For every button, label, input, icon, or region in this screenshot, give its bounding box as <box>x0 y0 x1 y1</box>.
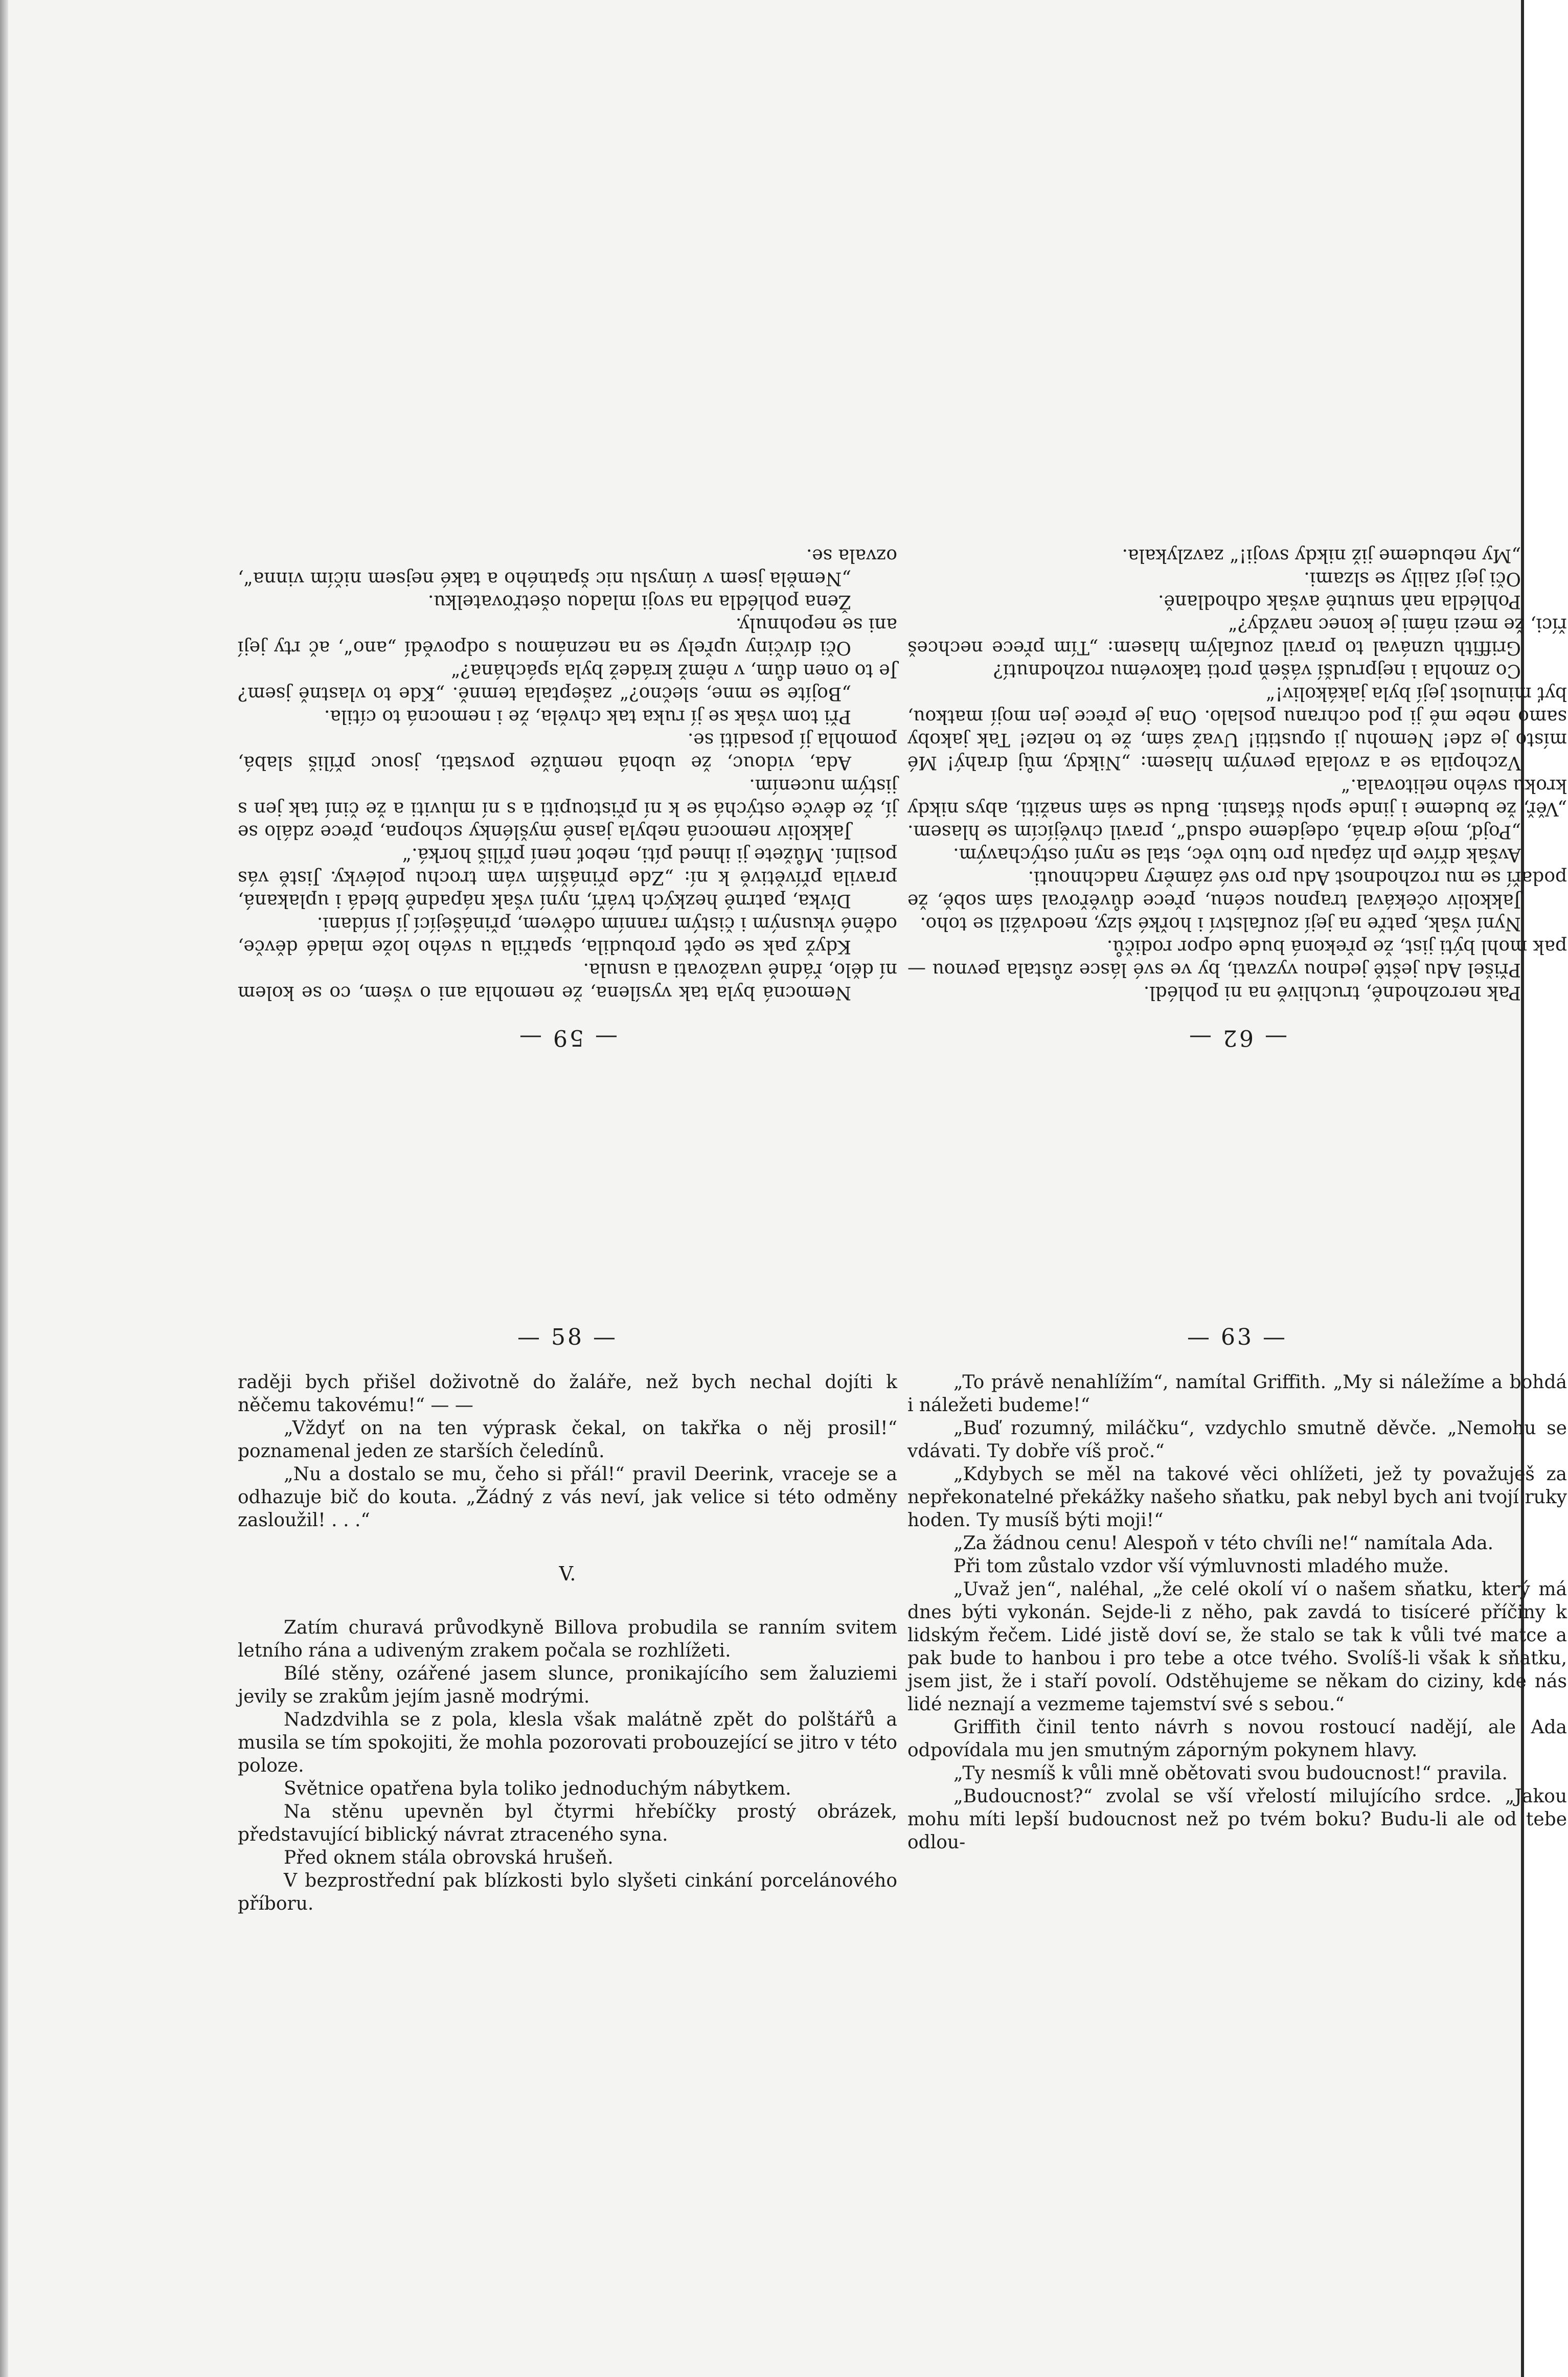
paragraph: „Nu a dostalo se mu, čeho si přál!“ pravil Deerink, vraceje se a odhazuje bič do kouta. „Žádný z vás neví, jak velice si této odměny zasloužil! . . .“ <box>238 1464 897 1531</box>
paragraph: Nadzdvihla se z pola, klesla však malátně zpět do polštářů a musila se tím spokojiti, že mohla pozorovati probouzející se jitro v této poloze. <box>238 1709 897 1776</box>
paragraph: Světnice opatřena byla toliko jednoduchým nábytkem. <box>284 1778 791 1799</box>
paragraph: Avšak dříve pln zápalu pro tuto věc, stal se nyní ostýchavým. <box>953 844 1521 865</box>
paragraph: Nyní však, patře na její zoufalství i hořké slzy, neodvážil se toho. <box>920 913 1521 934</box>
paragraph: Bílé stěny, ozářené jasem slunce, pronikajícího sem žaluziemi jevily se zrakům jejím jasně modrými. <box>238 1663 897 1707</box>
paragraph: „Neměla jsem v úmyslu nic špatného a také nejsem ničím vinna“, ozvala se. <box>238 545 897 589</box>
page-58 <box>238 1324 897 2347</box>
paragraph: Jakkoliv očekával trapnou scénu, přece důvěřoval sám sobě, že podaří se mu rozhodnost Adu pro své záměry nadchnouti. <box>907 867 1567 911</box>
paragraph: „Budoucnost?“ zvolal se vší vřelostí milujícího srdce. „Jakou mohu míti lepší budoucnost než po tvém boku? Budu-li ale od tebe odlou- <box>907 1786 1567 1853</box>
paragraph: „Bojíte se mne, slečno?“ zašeptala temně. „Kde to vlastně jsem? Je to onen dům, v němž krádež byla spáchána?“ <box>238 660 897 704</box>
paragraph: Na stěnu upevněn byl čtyrmi hřebíčky prostý obrázek, představující biblický návrat ztraceného syna. <box>238 1801 897 1845</box>
paragraph: Vzchopila se a zvolala pevným hlasem: „Nikdy, můj drahý! Mé místo je zde! Nemohu ji opustiti! Uvaž sám, že to nelze! Tak jakoby samo nebe mě ji pod ochranu poslalo. Ona je přece jen mojí matkou, byť minulost její byla jakákoliv!“ <box>907 683 1567 773</box>
paragraph: Jakkoliv nemocná nebyla jasně myšlénky schopna, přece zdálo se jí, že děvče ostýchá se k ní přistoupiti a s ní mluviti a že činí tak jen s jistým nucením. <box>238 775 897 842</box>
paragraph: Přišel Adu ještě jednou vyzvati, by ve své lásce zůstala pevnou — pak mohl býti jist, že překoná bude odpor rodičů. <box>907 936 1567 980</box>
paragraph: „Uvaž jen“, naléhal, „že celé okolí ví o našem sňatku, který má dnes býti vykonán. Sejde-li z něho, pak zavdá to tisíceré příčiny k lidským řečem. Lidé jistě doví se, že stalo se tak k vůli tvé matce a pak bude to hanbou i pro tebe a otce tvého. Svolíš-li však k sňatku, jsem jist, že i staří povolí. Odstěhujeme se někam do ciziny, kde nás lidé neznají a vezmeme tajemství své s sebou.“ <box>907 1579 1567 1715</box>
paragraph: Nemocná byla tak vysílena, že nemohla ani o všem, co se kolem ní dělo, řádně uvažovati a usnula. <box>238 959 897 1003</box>
paragraph: „Kdybych se měl na takové věci ohlížeti, jež ty považuješ za nepřekonatelné překážky našeho sňatku, pak nebyl bych ani tvojí ruky hoden. Ty musíš býti moji!“ <box>907 1464 1567 1531</box>
paragraph: Griffith uznával to pravil zoufalým hlasem: „Tím přece nechceš říci, že mezi námi je konec navždy?“ <box>907 614 1567 658</box>
paragraph: Griffith činil tento návrh s novou rostoucí nadějí, ale Ada odpovídala mu jen smutným záporným pokynem hlavy. <box>907 1717 1567 1761</box>
paragraph: Zatím churavá průvodkyně Billova probudila se ranním svitem letního rána a udiveným zrakem počala se rozhlížeti. <box>238 1617 897 1661</box>
paragraph: Ada, vidouc, že ubohá nemůže povstati, jsouc příliš slabá, pomohla jí posaditi se. <box>238 729 897 773</box>
page-number: — 58 — <box>517 1324 618 1350</box>
page-number: — 62 — <box>1187 1025 1287 1051</box>
paragraph: Co zmohla i nejprudší vášeň proti takovému rozhodnutí? <box>993 660 1521 681</box>
paragraph: Pak nerozhodně, truchlivě na ni pohlédl. <box>1143 982 1521 1003</box>
page-59 <box>238 28 897 1051</box>
page-63 <box>907 1324 1567 2347</box>
paragraph: V bezprostřední pak blízkosti bylo slyšeti cinkání porcelánového příboru. <box>238 1870 897 1914</box>
paragraph: „To právě nenahlížím“, namítal Griffith. „My si náležíme a bohdá i náležeti budeme!“ <box>907 1372 1567 1416</box>
page-number: — 59 — <box>517 1025 618 1051</box>
paragraph: Oči dívčiny upřely se na neznámou s odpovědí „ano“, ač rty její ani se nepohnuly. <box>238 614 897 658</box>
paragraph: „Buď rozumný, miláčku“, vzdychlo smutně děvče. „Nemohu se vdávati. Ty dobře víš proč.“ <box>907 1418 1567 1462</box>
page-number: — 63 — <box>1187 1324 1287 1350</box>
paragraph: raději bych přišel doživotně do žaláře, než bych nechal dojíti k něčemu takovému!“ — — <box>238 1372 897 1416</box>
paragraph: „Ty nesmíš k vůli mně obětovati svou budoucnost!“ pravila. <box>953 1763 1508 1784</box>
paragraph: „Za žádnou cenu! Alespoň v této chvíli ne!“ namítala Ada. <box>953 1533 1494 1554</box>
binding-edge <box>0 0 8 2377</box>
paragraph: Žena pohlédla na svoji mladou ošetřovatelku. <box>427 591 851 612</box>
paragraph: „Pojď, moje drahá, odejdeme odsud“, pravil chvějícím se hlasem. „Věř, že budeme i jinde spolu šťastni. Budu se sám snažiti, abys nikdy kroku svého nelitovala.“ <box>907 775 1567 842</box>
paragraph: „Vždyť on na ten výprask čekal, on takřka o něj prosil!“ poznamenal jeden ze starších čeledínů. <box>238 1418 897 1462</box>
chapter-heading: V. <box>559 1563 576 1585</box>
paragraph: Oči její zalily se slzami. <box>1304 568 1521 589</box>
paragraph: Pohlédla naň smutně avšak odhodlaně. <box>1158 591 1521 612</box>
paragraph: Při tom zůstalo vzdor vší výmluvnosti mladého muže. <box>953 1556 1449 1577</box>
paragraph: Před oknem stála obrovská hrušeň. <box>284 1847 613 1868</box>
paragraph: Dívka, patrně hezkých tváří, nyní však nápadně bledá i uplakaná, pravila přívětivě k ní: „Zde přináším vám trochu polévky. Jistě vás posilní. Můžete ji ihned píti, neboť není příliš horká.“ <box>238 844 897 911</box>
paragraph: Když pak se opět probudila, spatřila u svého lože mladé děvče, oděné vkusným i čistým ranním oděvem, přinášející jí snídani. <box>238 913 897 957</box>
page-62 <box>907 28 1567 1051</box>
paragraph: „My nebudeme již nikdy svoji!“ zavzlykala. <box>1122 545 1521 566</box>
paragraph: Při tom však se jí ruka tak chvěla, že i nemocná to cítila. <box>324 706 851 727</box>
